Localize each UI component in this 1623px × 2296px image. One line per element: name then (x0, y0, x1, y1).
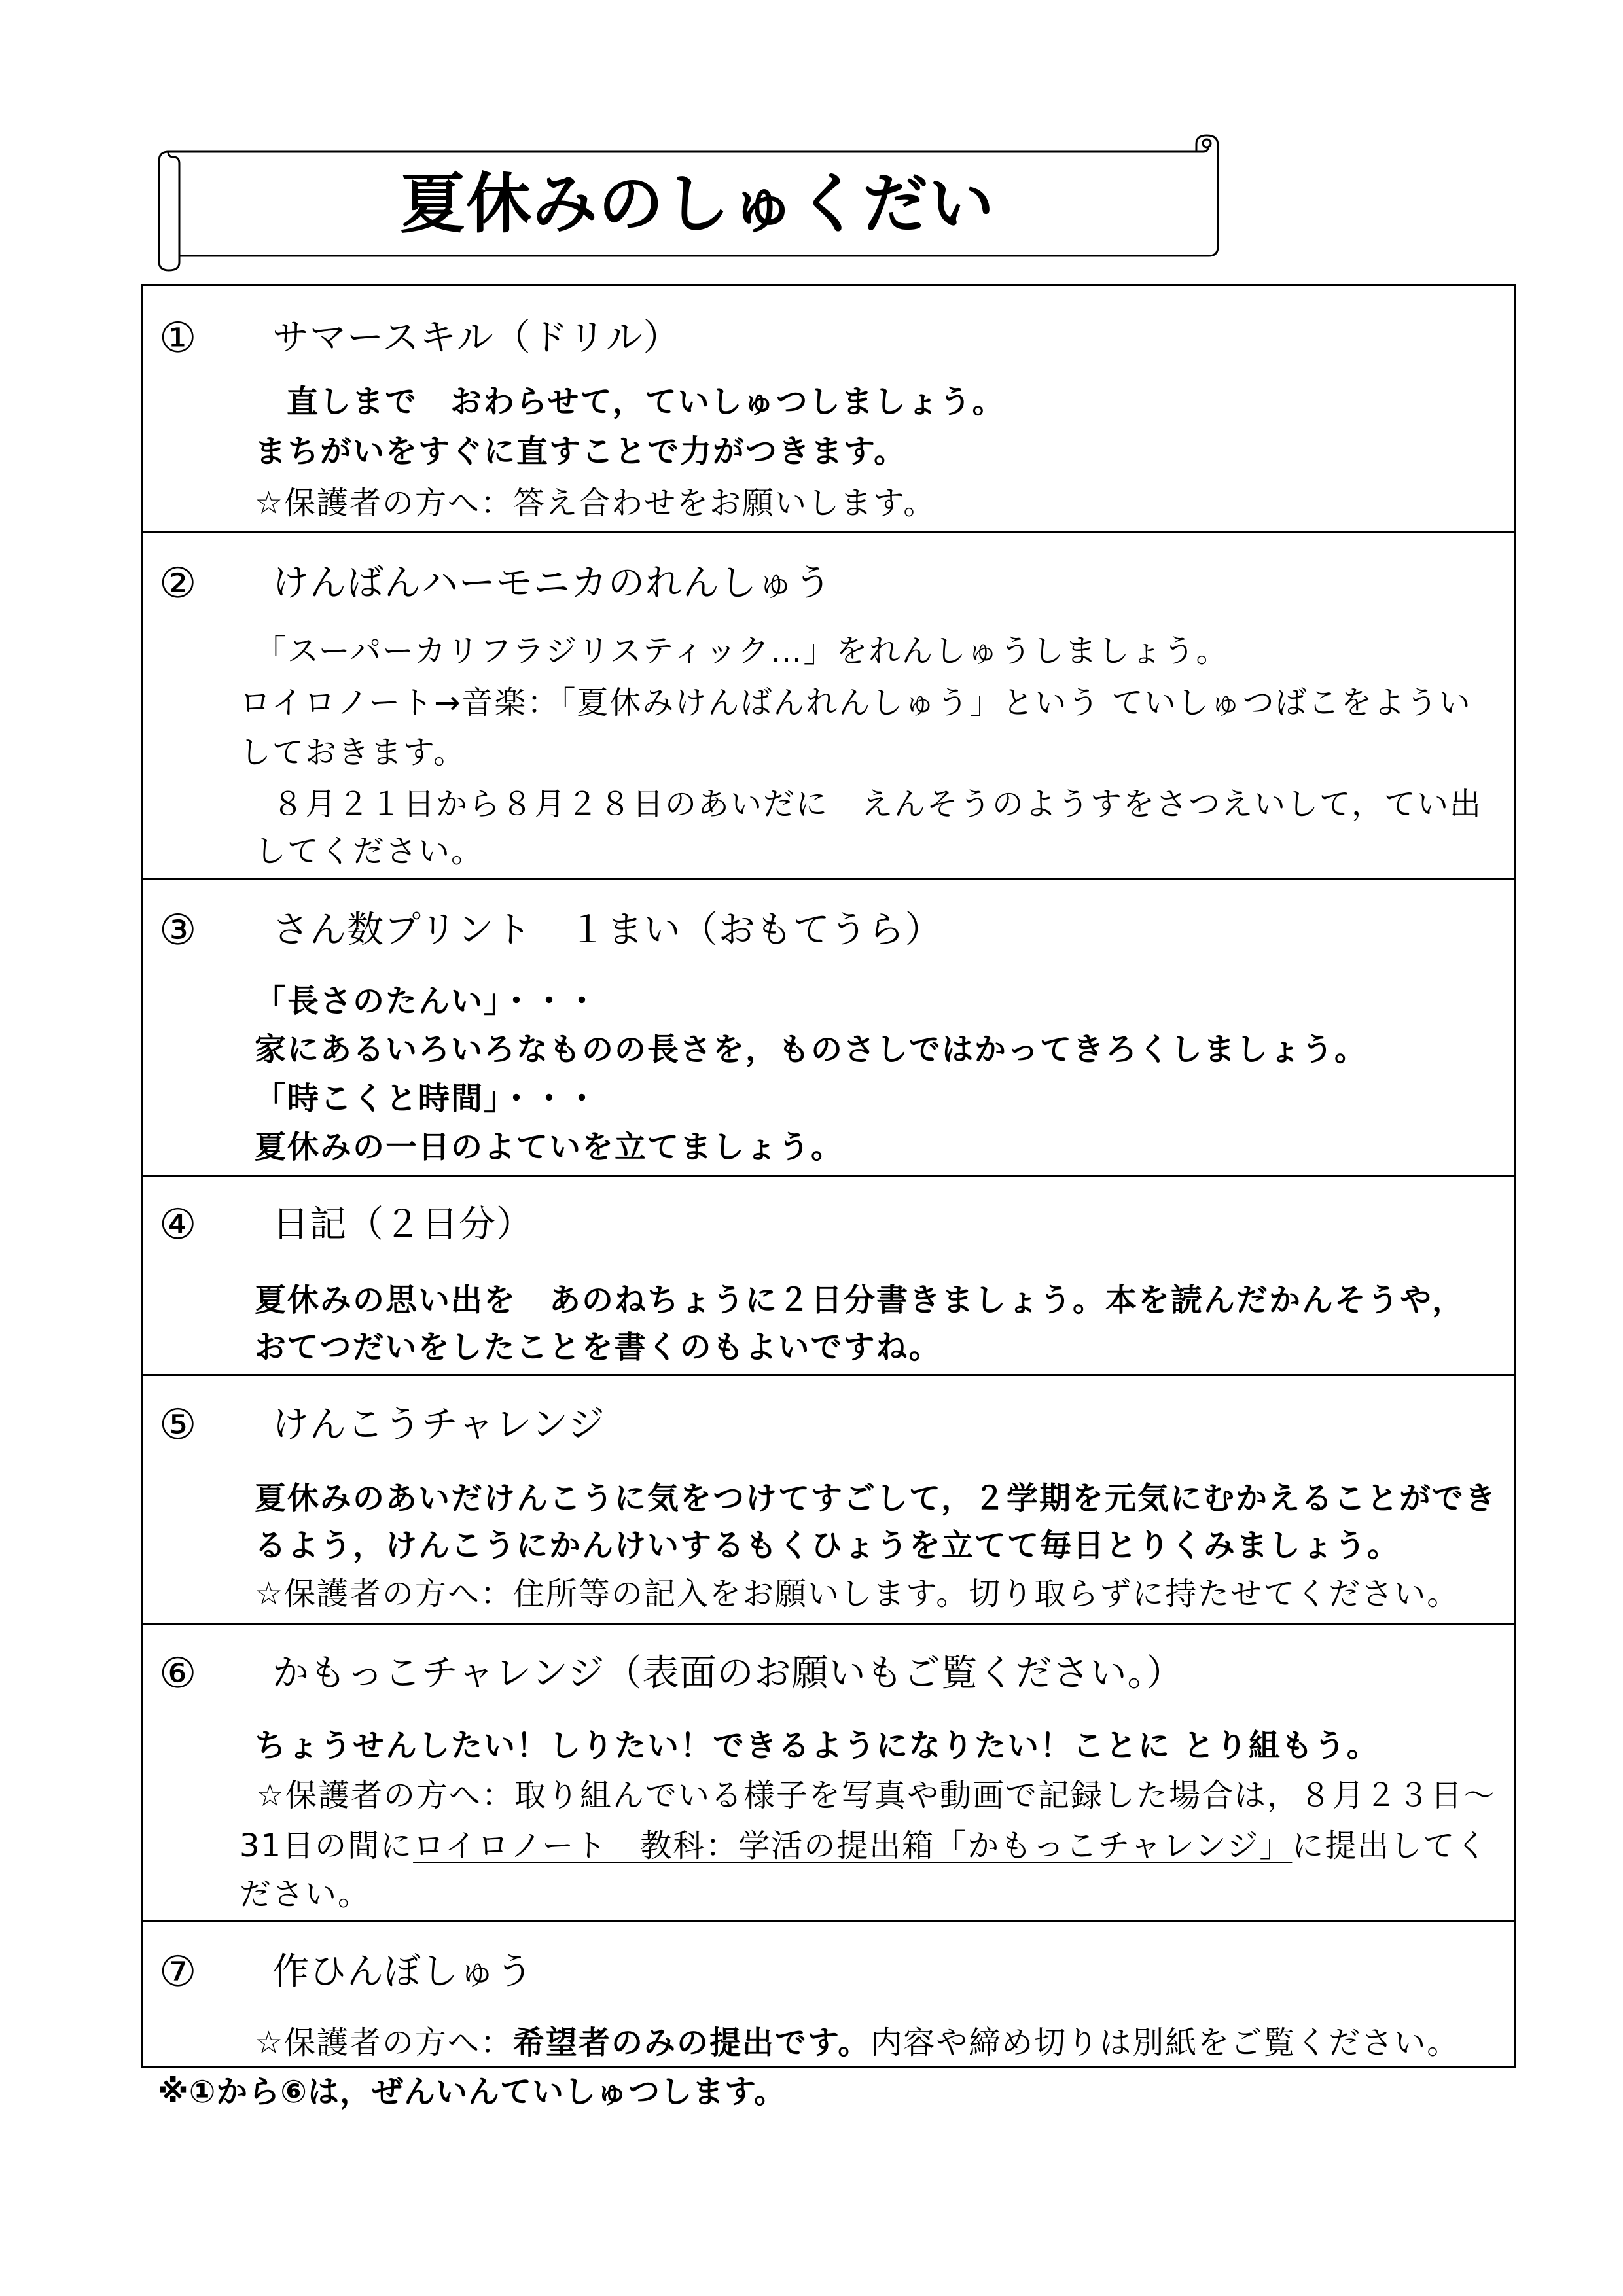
homework-item-1 (143, 286, 1514, 531)
homework-item-2 (143, 531, 1514, 878)
homework-item-6 (143, 1623, 1514, 1920)
item-heading: けんこうチャレンジ (272, 1404, 605, 1446)
item-line: るよう，けんこうにかんけいするもくひょうを立てて毎日とりくみましょう。 (255, 1527, 1400, 1564)
item-number: ⑥ (159, 1650, 197, 1698)
item-line: ちょうせんしたい！しりたい！できるようになりたい！ことに とり組もう。 (255, 1727, 1380, 1764)
guardian-note: ☆保護者の方へ：答え合わせをお願いします。 (255, 485, 936, 521)
item-line: 「長さのたんい」・・・ (255, 983, 599, 1019)
item-heading: かもっこチャレンジ（表面のお願いもご覧ください。） (272, 1652, 1184, 1695)
item-line: 家にあるいろいろなものの長さを，ものさしではかってきろくしましょう。 (255, 1031, 1368, 1068)
title-banner (0, 0, 1623, 294)
page-title: 夏休みのしゅくだい (400, 166, 995, 242)
item-line: しておきます。 (240, 734, 467, 771)
item-number: ④ (159, 1201, 197, 1249)
line-segment: ☆保護者の方へ： (255, 2024, 514, 2061)
item-line: 「時こくと時間」・・・ (255, 1080, 599, 1117)
homework-table (141, 284, 1516, 2068)
item-number: ② (159, 559, 197, 608)
item-number: ⑤ (159, 1401, 197, 1449)
homework-item-5 (143, 1374, 1514, 1623)
item-number: ③ (159, 906, 197, 955)
item-line: ８月２１日から８月２８日のあいだに えんそうのようすをさつえいして，てい出 (272, 786, 1483, 822)
item-line: 夏休みのあいだけんこうに気をつけてすごして，２学期を元気にむかえることができ (255, 1480, 1498, 1517)
line-segment: 内容や締め切りは別紙をご覧ください。 (870, 2024, 1460, 2061)
item-heading: サマースキル（ドリル） (272, 317, 681, 359)
line-segment: 31日の間に (240, 1828, 414, 1864)
item-heading: 作ひんぼしゅう (272, 1951, 533, 1993)
item-line: してください。 (255, 833, 484, 870)
line-segment: に提出してく (1292, 1828, 1489, 1864)
guardian-note-continued (240, 1826, 1488, 1865)
guardian-note: ☆保護者の方へ：取り組んでいる様子を写真や動画で記録した場合は，８月２３日～ (256, 1777, 1497, 1814)
item-line: おてつだいをしたことを書くのもよいですね。 (255, 1329, 942, 1366)
submission-location: ロイロノート 教科：学活の提出箱「かもっこチャレンジ」 (413, 1828, 1293, 1864)
item-heading: 日記（２日分） (272, 1203, 533, 1246)
item-line: 直しまで おわらせて，ていしゅつしましょう。 (287, 383, 1005, 420)
item-heading: けんばんハーモニカのれんしゅう (272, 562, 832, 605)
footer-note: ※①から⑥は，ぜんいんていしゅつします。 (158, 2074, 787, 2110)
guardian-note (255, 2023, 1459, 2062)
item-number: ⑦ (159, 1948, 197, 1996)
item-heading: さん数プリント １まい（おもてうら） (272, 909, 942, 951)
item-line: 「スーパーカリフラジリスティック…」をれんしゅうしましょう。 (255, 633, 1229, 669)
item-line: まちがいをすぐに直すことで力がつきます。 (255, 433, 907, 470)
item-number: ① (159, 314, 197, 362)
homework-item-7 (143, 1920, 1514, 2066)
homework-item-3 (143, 878, 1514, 1175)
guardian-note: ☆保護者の方へ：住所等の記入をお願いします。切り取らずに持たせてください。 (255, 1576, 1460, 1612)
item-line: ださい。 (240, 1876, 371, 1913)
homework-item-4 (143, 1175, 1514, 1374)
item-line: 夏休みの思い出を あのねちょうに２日分書きましょう。本を読んだかんそうや， (255, 1282, 1465, 1318)
item-line: 夏休みの一日のよていを立てましょう。 (255, 1129, 844, 1165)
item-line: ロイロノート→音楽：「夏休みけんばんれんしゅう」という ていしゅつばこをようい (240, 684, 1472, 721)
emphasis-text: 希望者のみの提出です。 (513, 2024, 871, 2061)
